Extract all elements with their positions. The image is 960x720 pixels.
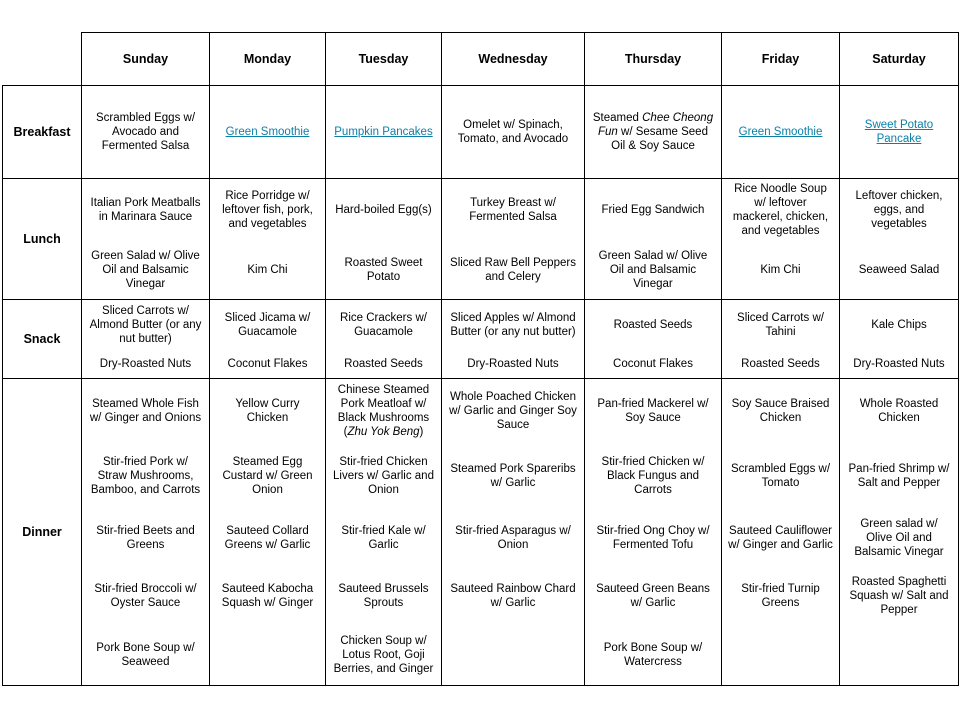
menu-item: Dry-Roasted Nuts xyxy=(853,358,945,370)
menu-item xyxy=(210,624,325,685)
recipe-link[interactable]: Sweet Potato Pancake xyxy=(864,119,934,145)
meal-row-dinner xyxy=(3,379,959,686)
menu-item: Pork Bone Soup w/ Seaweed xyxy=(96,641,195,668)
day-header-saturday: Saturday xyxy=(840,33,959,86)
menu-item: Stir-fried Chicken w/ Black Fungus and Carrots xyxy=(601,455,705,496)
meal-cell xyxy=(210,379,326,686)
menu-item: Whole Poached Chicken w/ Garlic and Ginger Soy Sauce xyxy=(449,391,577,431)
menu-item-text-start: Steamed xyxy=(592,112,643,124)
menu-item: Stir-fried Ong Choy w/ Fermented Tofu xyxy=(596,524,710,551)
menu-item: Leftover chicken, eggs, and vegetables xyxy=(855,190,943,230)
meal-row-breakfast xyxy=(3,86,959,179)
meal-row-snack xyxy=(3,300,959,379)
menu-item xyxy=(326,379,441,443)
menu-item: Kim Chi xyxy=(247,264,288,276)
meal-cell xyxy=(442,179,585,300)
meal-cell xyxy=(442,86,585,179)
day-header-sunday: Sunday xyxy=(82,33,210,86)
menu-item-text-end: w/ Sesame Seed Oil & Soy Sauce xyxy=(611,126,708,152)
menu-item: Dry-Roasted Nuts xyxy=(467,358,559,370)
meal-cell xyxy=(722,86,840,179)
menu-item: Sauteed Collard Greens w/ Garlic xyxy=(224,524,311,551)
recipe-link[interactable]: Green Smoothie xyxy=(738,126,823,138)
recipe-item xyxy=(210,86,325,178)
meal-cell xyxy=(840,179,959,300)
recipe-item xyxy=(840,86,958,178)
meal-cell xyxy=(442,300,585,379)
recipe-link[interactable]: Pumpkin Pancakes xyxy=(334,126,433,138)
menu-item: Green Salad w/ Olive Oil and Balsamic Vinegar xyxy=(91,250,200,290)
menu-item: Chicken Soup w/ Lotus Root, Goji Berries, and Ginger xyxy=(333,634,434,675)
menu-item: Turkey Breast w/ Fermented Salsa xyxy=(469,197,557,223)
meal-label-lunch: Lunch xyxy=(3,179,82,300)
menu-item: Sliced Raw Bell Peppers and Celery xyxy=(450,257,576,283)
menu-item: Stir-fried Asparagus w/ Onion xyxy=(455,524,571,551)
menu-item: Roasted Seeds xyxy=(344,358,423,370)
menu-item: Sauteed Rainbow Chard w/ Garlic xyxy=(450,582,576,609)
menu-item: Rice Porridge w/ leftover fish, pork, and vegetables xyxy=(222,190,313,230)
menu-item: Sliced Jicama w/ Guacamole xyxy=(224,312,311,338)
menu-item: Stir-fried Kale w/ Garlic xyxy=(341,524,426,551)
meal-plan-table xyxy=(2,32,959,686)
menu-item: Sauteed Green Beans w/ Garlic xyxy=(596,582,710,609)
menu-item: Steamed Whole Fish w/ Ginger and Onions xyxy=(89,398,202,424)
menu-item: Scrambled Eggs w/ Avocado and Fermented Salsa xyxy=(95,112,196,152)
menu-item: Scrambled Eggs w/ Tomato xyxy=(730,462,831,489)
menu-item: Kim Chi xyxy=(760,264,801,276)
menu-item-text-start: Chinese Steamed Pork Meatloaf w/ Black Mushrooms ( xyxy=(337,384,430,438)
meal-cell xyxy=(442,379,585,686)
menu-item: Roasted Spaghetti Squash w/ Salt and Pepper xyxy=(849,575,949,616)
menu-item: Rice Crackers w/ Guacamole xyxy=(340,312,427,338)
meal-cell xyxy=(722,300,840,379)
menu-item: Coconut Flakes xyxy=(227,358,308,370)
menu-item-text xyxy=(332,383,435,439)
meal-cell xyxy=(585,379,722,686)
menu-item: Rice Noodle Soup w/ leftover mackerel, chicken, and vegetables xyxy=(732,183,829,237)
meal-cell xyxy=(82,86,210,179)
menu-item: Italian Pork Meatballs in Marinara Sauce xyxy=(90,197,201,223)
meal-cell xyxy=(326,300,442,379)
menu-item: Sliced Carrots w/ Almond Butter (or any nut butter) xyxy=(89,305,202,345)
menu-item: Stir-fried Broccoli w/ Oyster Sauce xyxy=(94,582,197,609)
meal-cell xyxy=(210,179,326,300)
meal-cell xyxy=(210,86,326,179)
day-header-friday: Friday xyxy=(722,33,840,86)
menu-item: Sliced Apples w/ Almond Butter (or any nut butter) xyxy=(450,312,576,338)
menu-item: Roasted Seeds xyxy=(613,319,693,331)
header-row xyxy=(3,33,959,86)
day-header-thursday: Thursday xyxy=(585,33,722,86)
meal-cell xyxy=(840,379,959,686)
menu-item-dish-name-italic: Chee Cheong Fun xyxy=(598,112,714,138)
meal-cell xyxy=(210,300,326,379)
menu-item: Green Salad w/ Olive Oil and Balsamic Vinegar xyxy=(598,250,708,290)
menu-item xyxy=(442,624,584,685)
meal-cell xyxy=(585,300,722,379)
menu-item: Stir-fried Chicken Livers w/ Garlic and Onion xyxy=(333,455,434,496)
meal-cell xyxy=(585,179,722,300)
meal-row-lunch xyxy=(3,179,959,300)
meal-cell xyxy=(82,179,210,300)
meal-cell xyxy=(722,179,840,300)
recipe-item xyxy=(722,86,839,178)
meal-cell xyxy=(326,86,442,179)
meal-label-dinner: Dinner xyxy=(3,379,82,686)
menu-item: Seaweed Salad xyxy=(858,264,940,276)
menu-item-text xyxy=(591,111,715,153)
menu-item: Sauteed Kabocha Squash w/ Ginger xyxy=(221,582,314,609)
menu-item xyxy=(585,86,721,178)
menu-item: Omelet w/ Spinach, Tomato, and Avocado xyxy=(457,119,569,145)
menu-item: Green salad w/ Olive Oil and Balsamic Vinegar xyxy=(854,517,944,558)
menu-item: Stir-fried Pork w/ Straw Mushrooms, Bamboo, and Carrots xyxy=(90,455,201,496)
menu-item xyxy=(722,624,839,685)
menu-item: Sliced Carrots w/ Tahini xyxy=(737,312,824,338)
day-header-tuesday: Tuesday xyxy=(326,33,442,86)
menu-item: Stir-fried Turnip Greens xyxy=(741,582,820,609)
menu-item: Soy Sauce Braised Chicken xyxy=(731,398,830,424)
menu-item: Stir-fried Beets and Greens xyxy=(96,524,195,551)
menu-item: Fried Egg Sandwich xyxy=(601,204,705,216)
meal-cell xyxy=(585,86,722,179)
meal-label-breakfast: Breakfast xyxy=(3,86,82,179)
corner-blank-cell xyxy=(3,33,82,86)
menu-item-text-end: ) xyxy=(419,426,424,438)
meal-cell xyxy=(840,86,959,179)
menu-item xyxy=(840,624,958,685)
menu-item: Pork Bone Soup w/ Watercress xyxy=(603,641,703,668)
menu-item: Pan-fried Shrimp w/ Salt and Pepper xyxy=(848,462,950,489)
menu-item: Whole Roasted Chicken xyxy=(859,398,939,424)
menu-item: Sauteed Cauliflower w/ Ginger and Garlic xyxy=(728,524,833,551)
meal-cell xyxy=(722,379,840,686)
menu-item: Steamed Egg Custard w/ Green Onion xyxy=(222,455,313,496)
menu-item: Kale Chips xyxy=(871,319,927,331)
menu-item: Yellow Curry Chicken xyxy=(235,398,300,424)
meal-label-snack: Snack xyxy=(3,300,82,379)
day-header-wednesday: Wednesday xyxy=(442,33,585,86)
menu-item: Pan-fried Mackerel w/ Soy Sauce xyxy=(597,398,709,424)
meal-cell xyxy=(82,379,210,686)
menu-item: Hard-boiled Egg(s) xyxy=(335,204,432,216)
menu-item-dish-name-italic: Zhu Yok Beng xyxy=(347,426,420,438)
meal-cell xyxy=(326,379,442,686)
menu-item: Roasted Sweet Potato xyxy=(344,257,423,283)
recipe-item xyxy=(326,86,441,178)
meal-cell xyxy=(840,300,959,379)
day-header-monday: Monday xyxy=(210,33,326,86)
recipe-link[interactable]: Green Smoothie xyxy=(225,126,310,138)
menu-item: Dry-Roasted Nuts xyxy=(99,358,192,370)
menu-item: Steamed Pork Spareribs w/ Garlic xyxy=(450,462,576,489)
menu-item: Roasted Seeds xyxy=(741,358,820,370)
menu-item: Coconut Flakes xyxy=(613,358,693,370)
meal-cell xyxy=(82,300,210,379)
menu-item: Sauteed Brussels Sprouts xyxy=(338,582,429,609)
meal-cell xyxy=(326,179,442,300)
